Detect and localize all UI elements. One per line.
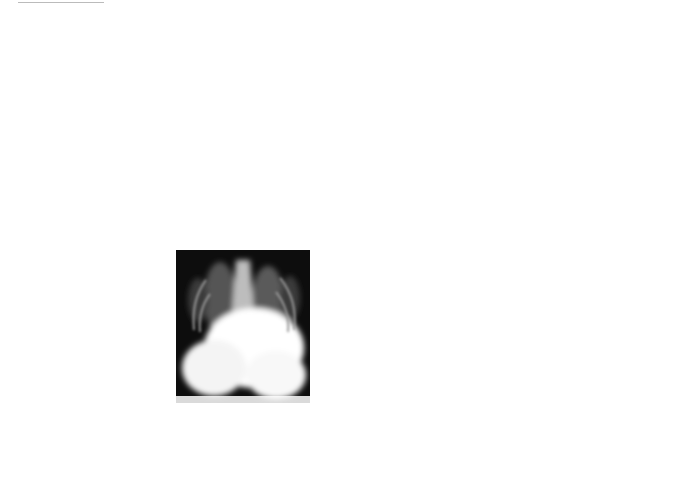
figure-5 bbox=[172, 219, 516, 421]
top-rule bbox=[18, 2, 104, 3]
chest-xray-image bbox=[176, 250, 310, 403]
label-values-bar-chart bbox=[312, 219, 516, 421]
